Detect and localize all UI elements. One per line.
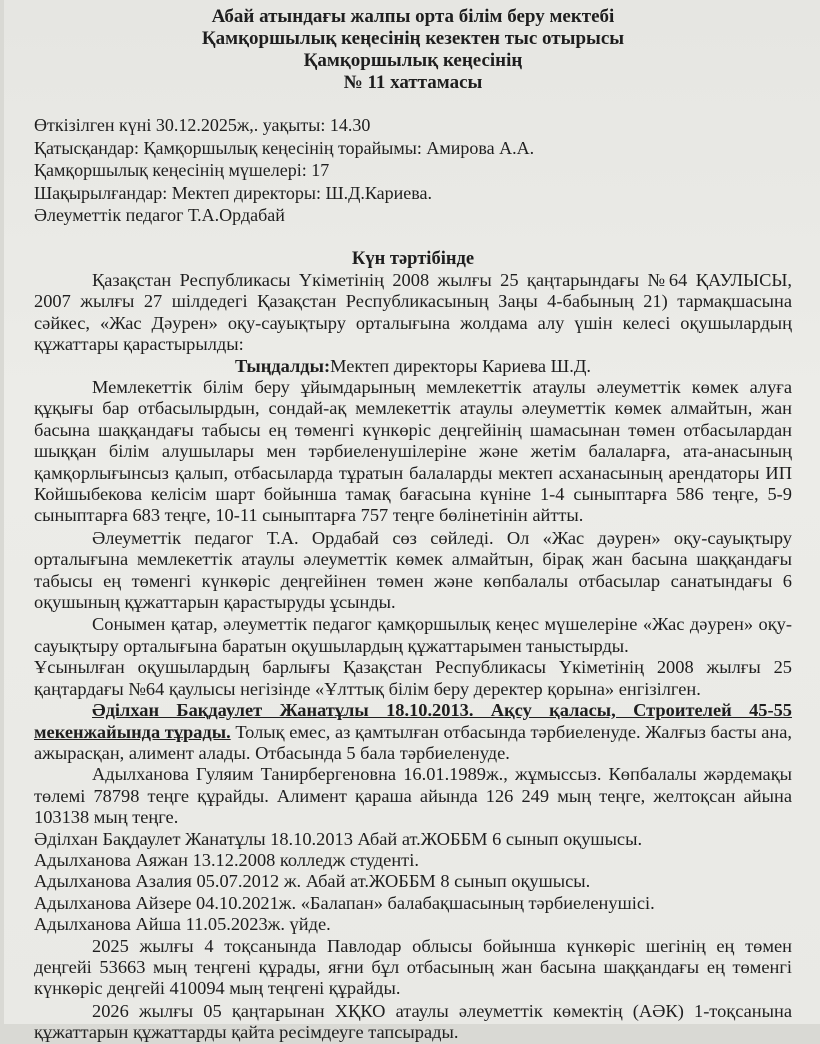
family-member: Адылханова Аяжан 13.12.2008 колледж студенті. — [34, 849, 419, 870]
family-members-list — [34, 829, 792, 936]
student-heading: Әділхан Бақдаулет Жанатұлы 18.10.2013. Ақсу қаласы, Строителей 45-55 мекенжайында тұрады. — [34, 700, 792, 742]
meeting-meta — [34, 114, 792, 227]
mother-paragraph: Адылханова Гуляим Танирбергеновна 16.01.1989ж., жұмыссыз. Көпбалалы жәрдемақы төлемі 78798 теңге құрайды. Алимент қараша айында 126 249 мың теңге, желтоқсан айына 103138 мың теңге. — [34, 764, 792, 828]
listened-text: Мектеп директоры Кариева Ш.Д. — [330, 355, 591, 376]
protocol-number: № 11 хаттамасы — [343, 72, 483, 93]
meeting-members: Қамқоршылық кеңесінің мүшелері: 17 — [34, 160, 330, 181]
family-member: Әділхан Бақдаулет Жанатұлы 18.10.2013 Абай ат.ЖОББМ 6 сынып оқушысы. — [34, 828, 643, 849]
agenda-intro: Қазақстан Республикасы Үкіметінің 2008 жылғы 25 қаңтарындағы №64 ҚАУЛЫСЫ, 2007 жылғы 27 шілдедегі Қазақстан Республикасының Заңы 4-бабының 21) тармақшасына сәйкес, «Жас Дәурен» оқу-сауықтыру орталығына жолдама алу үшін келесі оқушылардың құжаттары қарастырылды: — [34, 269, 792, 355]
document-page — [4, 0, 820, 1043]
council-name: Қамқоршылық кеңесінің — [303, 50, 523, 71]
school-name: Абай атындағы жалпы орта білім беру мектебі — [211, 6, 615, 27]
meeting-title: Қамқоршылық кеңесінің кезектен тыс отырысы — [201, 28, 625, 49]
agenda-title: Күн тәртібінде — [351, 248, 475, 269]
paragraph-documents-intro: Сонымен қатар, әлеуметтік педагог қамқоршылық кеңес мүшелеріне «Жас дәурен» оқу-сауықтыру орталығына баратын оқушылардың құжаттарымен таныстырды. — [34, 614, 792, 656]
paragraph-social-pedagogue: Әлеуметтік педагог Т.А. Ордабай сөз сөйледі. Ол «Жас дәурен» оқу-сауықтыру орталығына мемлекеттік атаулы әлеуметтік көмек алмайтын, бірақ жан басына шаққандағы табысы ең төменгі күнкөріс деңгейінен төмен және көпбалалы отбасылар санатындағы 6 оқушының құжаттарын қарастыруды ұсынды. — [34, 527, 792, 613]
family-member: Адылханова Айзере 04.10.2021ж. «Балапан» балабақшасының тәрбиеленушісі. — [34, 892, 655, 913]
meeting-date: Өткізілген күні 30.12.2025ж,. уақыты: 14.30 — [34, 115, 371, 135]
meeting-invited: Шақырылғандар: Мектеп директоры: Ш.Д.Кариева. — [34, 182, 433, 203]
family-member: Адылханова Азалия 05.07.2012 ж. Абай ат.ЖОББМ 8 сынып оқушысы. — [34, 871, 591, 892]
meeting-social-pedagogue: Әлеуметтік педагог Т.А.Ордабай — [34, 205, 285, 226]
paragraph-meal-prices: Мемлекеттік білім беру ұйымдарының мемлекеттік атаулы әлеуметтік көмек алуға құқығы бар отбасылырдын, сондай-ақ мемлекеттік атаулы әлеуметтік көмек алмайтын, жан басына шаққандағы табысы ең төменгі күнкөріс деңгейінің шамасынан төмен отбасылардан шыққан білім алушылары мен тәрбиеленушілеріне және жетім балаларға, ата-анасының қамқорлығынсыз қалып, отбасыларда тұратын балаларды мектеп асханасының арендаторы ИП Койшыбекова келісім шарт бойынша тамақ бағасына күніне 1-4 сыныптарға 586 теңге, 5-9 сыныптарға 683 теңге, 10-11 сыныптарға 757 теңге бөлінетінін айтты. — [34, 377, 792, 526]
family-member: Адылханова Айша 11.05.2023ж. үйде. — [34, 914, 331, 935]
listened-line — [34, 356, 792, 377]
listened-label: Тыңдалды: — [235, 355, 331, 376]
student-paragraph — [34, 700, 792, 764]
document-header — [34, 6, 792, 94]
meeting-participants: Қатысқандар: Қамқоршылық кеңесінің торайымы: Амирова А.А. — [34, 137, 535, 158]
student-text: Толық емес, аз қамтылған отбасында тәрбиеленуде. Жалғыз басты ана, ажырасқан, алимент алады. Отбасында 5 бала тәрбиеленуде. — [34, 721, 792, 763]
final-paragraph: 2026 жылғы 05 қаңтарынан ХҚКО атаулы әлеуметтік көмектің (АӘК) 1-тоқсанына құжаттарын құжаттарды қайта ресімдеуге тапсырады. — [34, 1000, 792, 1043]
income-paragraph: 2025 жылғы 4 тоқсанында Павлодар облысы бойынша күнкөріс шегінің ең төмен деңгейі 53663 мың теңгені құрады, яғни бұл отбасының жан басына шаққандағы ең төменгі күнкөріс деңгейі 410094 мың теңгені құрайды. — [34, 935, 792, 999]
paragraph-database: Ұсынылған оқушылардың барлығы Қазақстан Республикасы Үкіметінің 2008 жылғы 25 қаңтардағы №64 қаулысы негізінде «Ұлттық білім беру деректер қорына» енгізілген. — [34, 657, 792, 699]
